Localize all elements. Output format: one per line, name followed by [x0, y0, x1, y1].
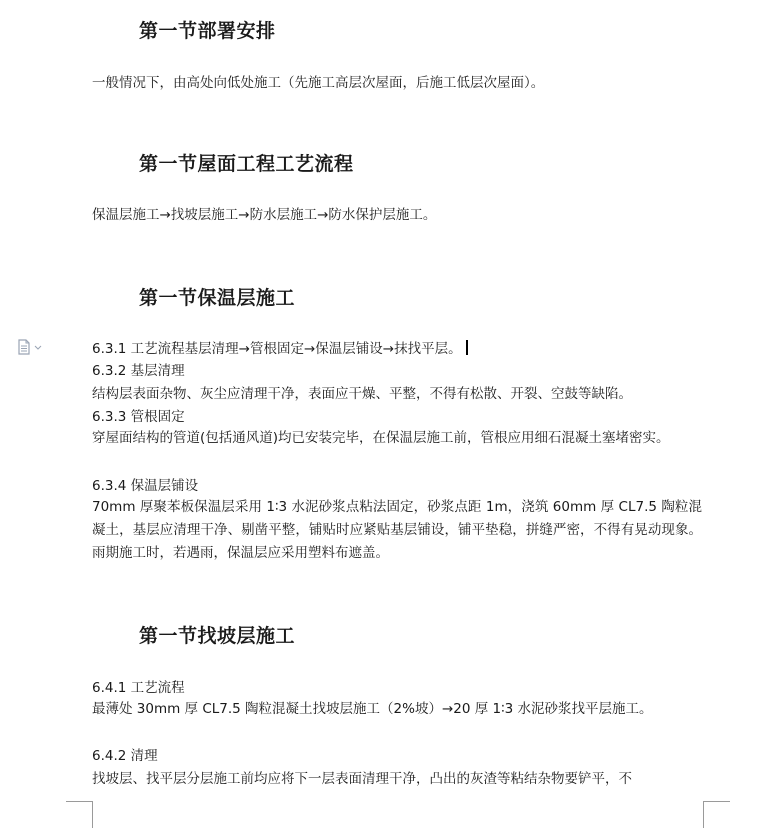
slope-body-process[interactable]: 最薄处 30mm 厚 CL7.5 陶粒混凝土找坡层施工（2%坡）→20 厚 1∶3 水泥砂浆找平层施工。 [92, 701, 653, 717]
section-heading-roof-process: 第一节屋面工程工艺流程 [139, 153, 354, 175]
text-cursor [466, 340, 468, 355]
page-corner-mark-right [703, 801, 730, 828]
section-body-roof-process[interactable]: 保温层施工→找坡层施工→防水层施工→防水保护层施工。 [92, 207, 437, 223]
insulation-body-laying[interactable]: 70mm 厚聚苯板保温层采用 1∶3 水泥砂浆点粘法固定，砂浆点距 1m，浇筑 60mm 厚 CL7.5 陶粒混凝土，基层应清理干净、剔凿平整，铺贴时应紧贴基层铺设，铺平垫稳，拼缝严密，不得有晃动现象。雨期施工时，若遇雨，保温层应采用塑料布遮盖。 [92, 499, 702, 561]
section-heading-insulation: 第一节保温层施工 [139, 287, 296, 309]
insulation-subheading-pipe-root[interactable]: 6.3.3 管根固定 [92, 409, 185, 425]
section-heading-slope: 第一节找坡层施工 [139, 625, 296, 647]
slope-subheading-process[interactable]: 6.4.1 工艺流程 [92, 680, 185, 696]
insulation-subheading-laying[interactable]: 6.3.4 保温层铺设 [92, 478, 199, 494]
insulation-line-process-text: 6.3.1 工艺流程基层清理→管根固定→保温层铺设→抹找平层。 [92, 341, 462, 357]
slope-subheading-cleaning[interactable]: 6.4.2 清理 [92, 748, 158, 764]
page-corner-mark-left [66, 801, 93, 828]
slope-body-cleaning[interactable]: 找坡层、找平层分层施工前均应将下一层表面清理干净，凸出的灰渣等粘结杂物要铲平，不 [92, 771, 632, 787]
insulation-body-pipe-root[interactable]: 穿屋面结构的管道(包括通风道)均已安装完毕，在保温层施工前，管根应用细石混凝土塞堵密实。 [92, 430, 670, 446]
document-icon[interactable] [18, 339, 46, 355]
insulation-subheading-cleaning[interactable]: 6.3.2 基层清理 [92, 363, 185, 379]
insulation-body-cleaning[interactable]: 结构层表面杂物、灰尘应清理干净，表面应干燥、平整，不得有松散、开裂、空鼓等缺陷。 [92, 386, 632, 402]
section-heading-deployment: 第一节部署安排 [139, 20, 276, 42]
insulation-line-process[interactable] [92, 340, 468, 358]
section-body-deployment[interactable]: 一般情况下，由高处向低处施工（先施工高层次屋面，后施工低层次屋面）。 [92, 75, 545, 91]
